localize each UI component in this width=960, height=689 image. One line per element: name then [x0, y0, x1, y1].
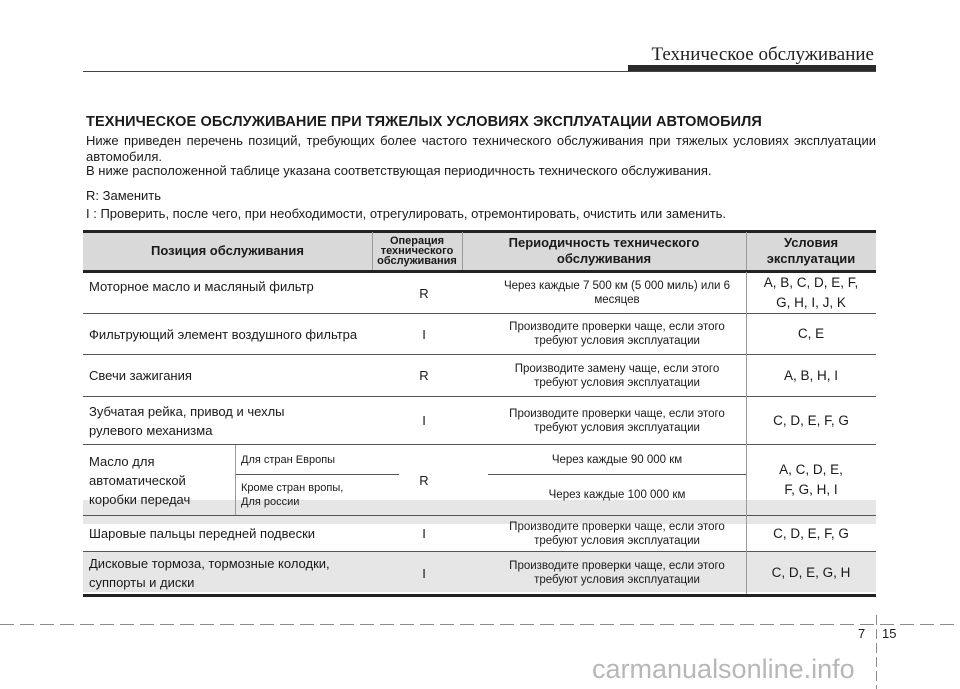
table-row-item: Моторное масло и масляный фильтр: [89, 279, 314, 294]
table-row-conditions: C, E: [797, 326, 825, 341]
watermark: carmanualsonline.info: [592, 654, 855, 684]
table-row-conditions: A, B, H, I: [783, 367, 838, 383]
intro-paragraph-1: Ниже приведен перечень позиций, требующих более частого технического обслуживания при тяжелых условиях эксплуатации автомобиля.: [86, 133, 876, 164]
item-line-2: автоматической: [89, 472, 186, 488]
item-line-2: рулевого механизма: [89, 422, 213, 438]
header-interval: Периодичность технического обслуживания: [508, 235, 700, 266]
item-line-1: Масло для: [89, 453, 155, 469]
table-row-interval: Производите проверки чаще, если этого требуют условия эксплуатации: [509, 321, 725, 347]
table-row-item: [83, 445, 235, 515]
table-row-interval: Производите проверки чаще, если этого требуют условия эксплуатации: [509, 520, 725, 547]
conditions-line-2: F, G, H, I: [784, 482, 838, 497]
table-row-conditions: [746, 445, 876, 515]
table-row-item: [83, 552, 383, 594]
table-row-conditions: C, D, E, F, G: [773, 412, 849, 428]
table-row-op: I: [422, 526, 426, 541]
header-operation: Операция технического обслуживания: [377, 235, 457, 267]
table-row-op: I: [422, 326, 426, 342]
item-line-1: Зубчатая рейка, привод и чехлы: [89, 403, 285, 419]
conditions-line-2: G, H, I, J, K: [776, 295, 846, 310]
chapter-number: 7: [858, 626, 866, 641]
table-row-item: Фильтрующий элемент воздушного фильтра: [89, 326, 358, 342]
table-row-interval: Через каждые 100 000 км: [548, 489, 686, 501]
legend-replace: R: Заменить: [86, 188, 162, 203]
table-subrow-region: Для стран Европы: [241, 453, 336, 466]
intro-paragraph-2: В ниже расположенной таблице указана соответствующая периодичность технического обслуживания.: [86, 163, 712, 178]
table-row-interval: Производите замену чаще, если этого требуют условия эксплуатации: [514, 362, 720, 389]
conditions-line-1: A, B, C, D, E, F,: [763, 275, 859, 290]
table-row-interval: Через каждые 7 500 км (5 000 миль) или 6 месяцев: [503, 280, 731, 306]
section-title: Техническое обслуживание: [651, 44, 874, 65]
table-row-op: I: [422, 565, 426, 581]
table-row-conditions: C, D, E, G, H: [771, 565, 851, 580]
item-line-2: суппорты и диски: [89, 575, 195, 590]
table-row-op: R: [419, 368, 429, 383]
header-rule: [83, 71, 876, 72]
header-item: Позиция обслуживания: [151, 243, 304, 258]
table-row-item: Свечи зажигания: [89, 368, 192, 383]
header-conditions: Условия эксплуатации: [766, 235, 856, 266]
table-row-interval: Через каждые 90 000 км: [551, 453, 683, 466]
table-row-item: Шаровые пальцы передней подвески: [89, 526, 316, 541]
item-line-3: коробки передач: [89, 491, 191, 507]
page-heading: ТЕХНИЧЕСКОЕ ОБСЛУЖИВАНИЕ ПРИ ТЯЖЕЛЫХ УСЛОВИЯХ ЭКСПЛУАТАЦИИ АВТОМОБИЛЯ: [86, 114, 762, 130]
item-line-1: Дисковые тормоза, тормозные колодки,: [89, 556, 330, 571]
conditions-line-1: A, C, D, E,: [779, 462, 843, 477]
table-row-op: I: [422, 413, 426, 428]
table-row-conditions: C, D, E, F, G: [773, 525, 849, 541]
table-row-item: [83, 397, 383, 444]
table-row-interval: Производите проверки чаще, если этого требуют условия эксплуатации: [509, 407, 725, 434]
legend-inspect: I : Проверить, после чего, при необходимости, отрегулировать, отремонтировать, очистить или заменить.: [86, 206, 727, 221]
table-row-conditions: [746, 273, 876, 313]
table-subrow-region: Кроме стран вропы, Для россии: [241, 482, 344, 508]
footer-dashed-line: [0, 624, 960, 625]
table-row-op: R: [419, 285, 429, 301]
table-row-op: R: [419, 472, 429, 488]
footer-separator: [876, 615, 877, 689]
page-number: 15: [882, 626, 897, 641]
table-row-interval: Производите проверки чаще, если этого требуют условия эксплуатации: [509, 560, 725, 586]
